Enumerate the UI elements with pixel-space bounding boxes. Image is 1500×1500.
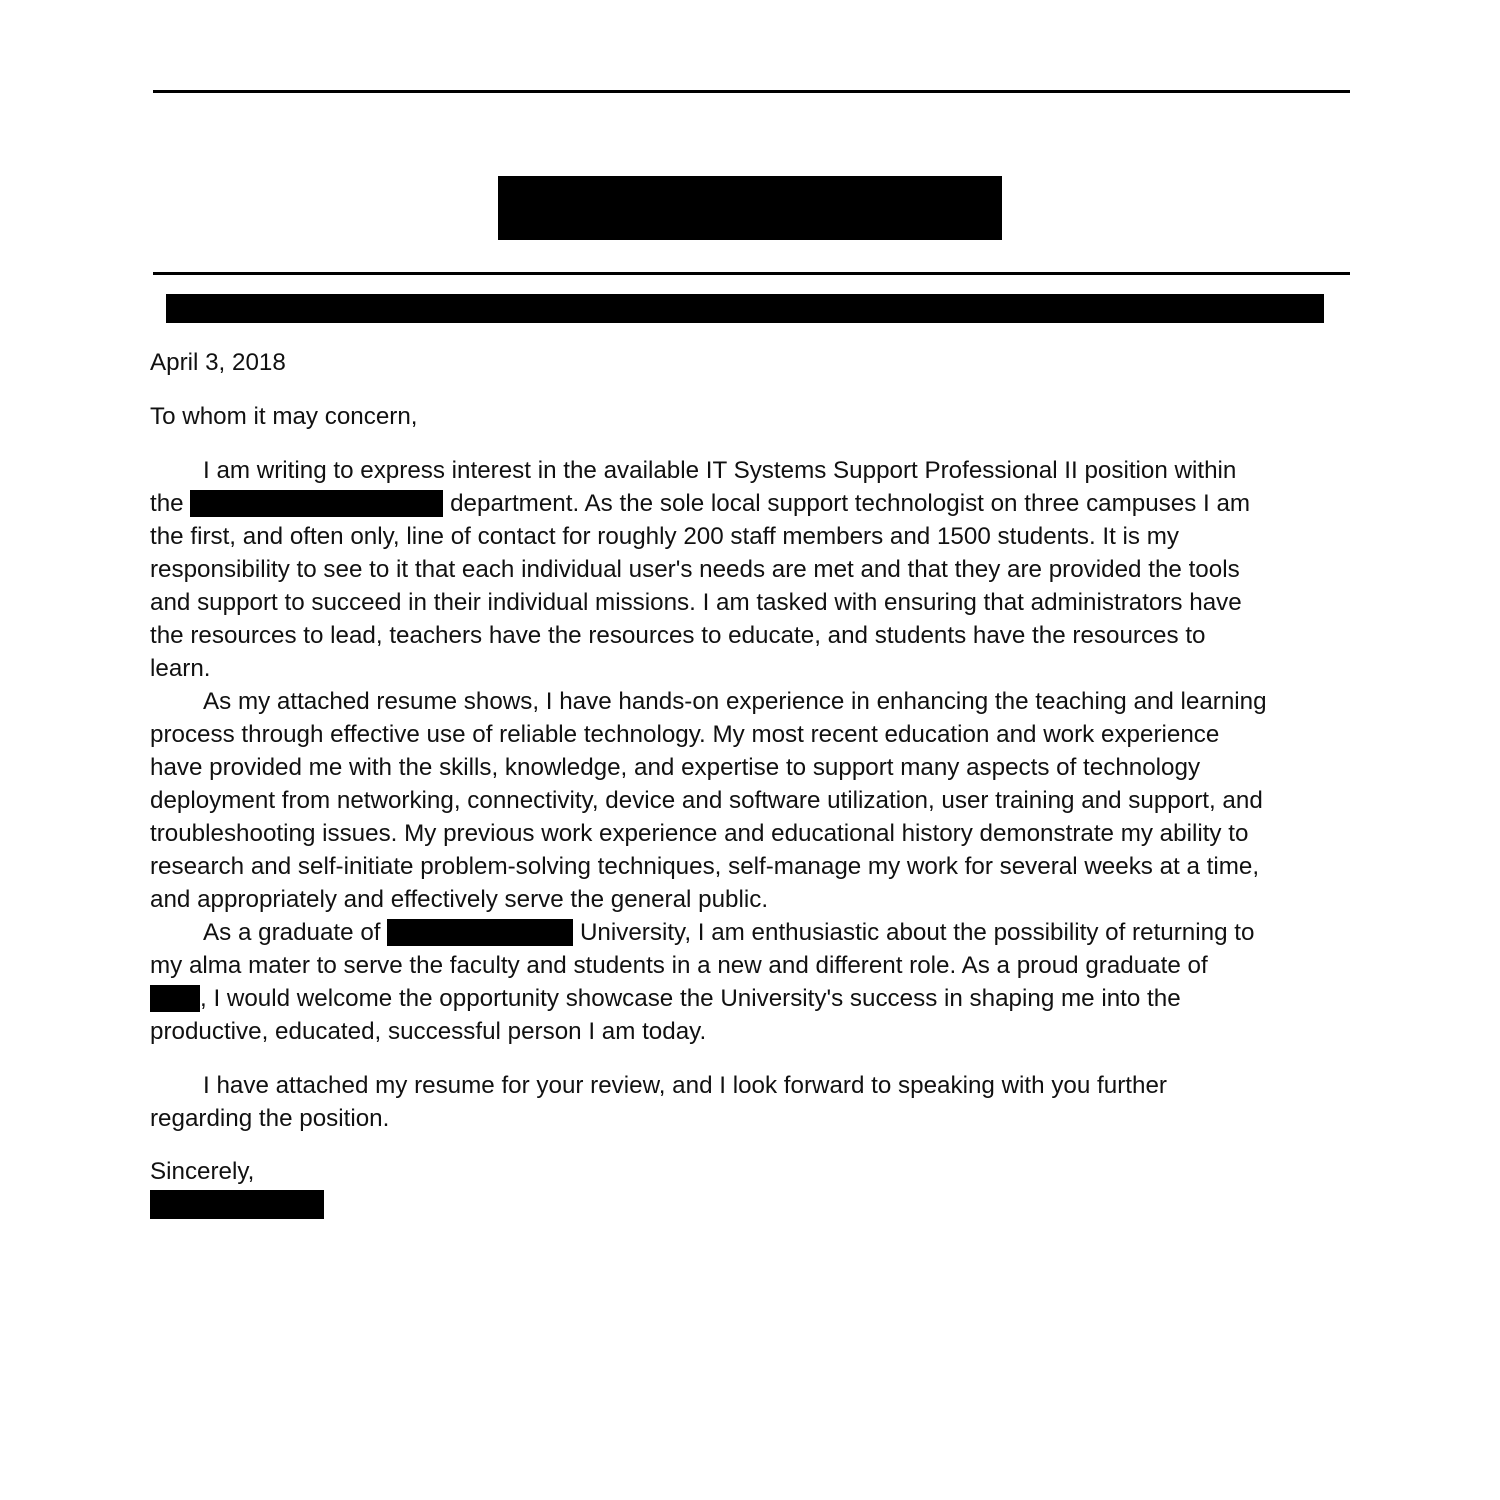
paragraph-line: and appropriately and effectively serve the general public. bbox=[150, 886, 769, 913]
paragraph-line bbox=[203, 916, 1254, 949]
paragraph-line: have provided me with the skills, knowledge, and expertise to support many aspects of technology bbox=[150, 754, 1201, 781]
paragraph-text: , I would welcome the opportunity showcase the University's success in shaping me into the bbox=[200, 985, 1181, 1012]
paragraph-text: the bbox=[150, 490, 184, 517]
paragraph-line: As my attached resume shows, I have hands-on experience in enhancing the teaching and learning bbox=[203, 688, 1267, 715]
salutation: To whom it may concern, bbox=[150, 403, 418, 430]
redacted-department-name bbox=[190, 490, 443, 517]
paragraph-text: University, I am enthusiastic about the possibility of returning to bbox=[579, 919, 1255, 946]
header-rule-bottom bbox=[153, 272, 1350, 275]
paragraph-line: deployment from networking, connectivity, device and software utilization, user training and support, and bbox=[150, 787, 1263, 814]
letter-date: April 3, 2018 bbox=[150, 349, 286, 376]
paragraph-line: responsibility to see to it that each individual user's needs are met and that they are provided the tools bbox=[150, 556, 1240, 583]
paragraph-line: the first, and often only, line of contact for roughly 200 staff members and 1500 students. It is my bbox=[150, 523, 1179, 550]
paragraph-line bbox=[150, 487, 1250, 520]
redacted-contact-info bbox=[166, 294, 1324, 323]
paragraph-line: regarding the position. bbox=[150, 1105, 390, 1132]
paragraph-text: As a graduate of bbox=[203, 919, 381, 946]
paragraph-line: productive, educated, successful person I am today. bbox=[150, 1018, 707, 1045]
paragraph-line: I am writing to express interest in the available IT Systems Support Professional II position within bbox=[203, 457, 1237, 484]
paragraph-line: troubleshooting issues. My previous work experience and educational history demonstrate my ability to bbox=[150, 820, 1249, 847]
redacted-university-name bbox=[387, 919, 573, 946]
paragraph-line: research and self-initiate problem-solving techniques, self-manage my work for several weeks at a time, bbox=[150, 853, 1260, 880]
redacted-university-abbreviation bbox=[150, 985, 200, 1012]
redacted-sender-name bbox=[498, 176, 1002, 240]
redacted-signature-name bbox=[150, 1190, 324, 1219]
paragraph-line bbox=[150, 982, 1181, 1015]
header-rule-top bbox=[153, 90, 1350, 93]
paragraph-line: my alma mater to serve the faculty and students in a new and different role. As a proud graduate of bbox=[150, 952, 1208, 979]
paragraph-line: learn. bbox=[150, 655, 211, 682]
closing: Sincerely, bbox=[150, 1158, 255, 1185]
paragraph-line: I have attached my resume for your review, and I look forward to speaking with you further bbox=[203, 1072, 1167, 1099]
paragraph-line: and support to succeed in their individual missions. I am tasked with ensuring that administrators have bbox=[150, 589, 1242, 616]
paragraph-line: the resources to lead, teachers have the resources to educate, and students have the resources to bbox=[150, 622, 1206, 649]
paragraph-text: department. As the sole local support technologist on three campuses I am bbox=[450, 490, 1251, 517]
paragraph-line: process through effective use of reliable technology. My most recent education and work experience bbox=[150, 721, 1220, 748]
